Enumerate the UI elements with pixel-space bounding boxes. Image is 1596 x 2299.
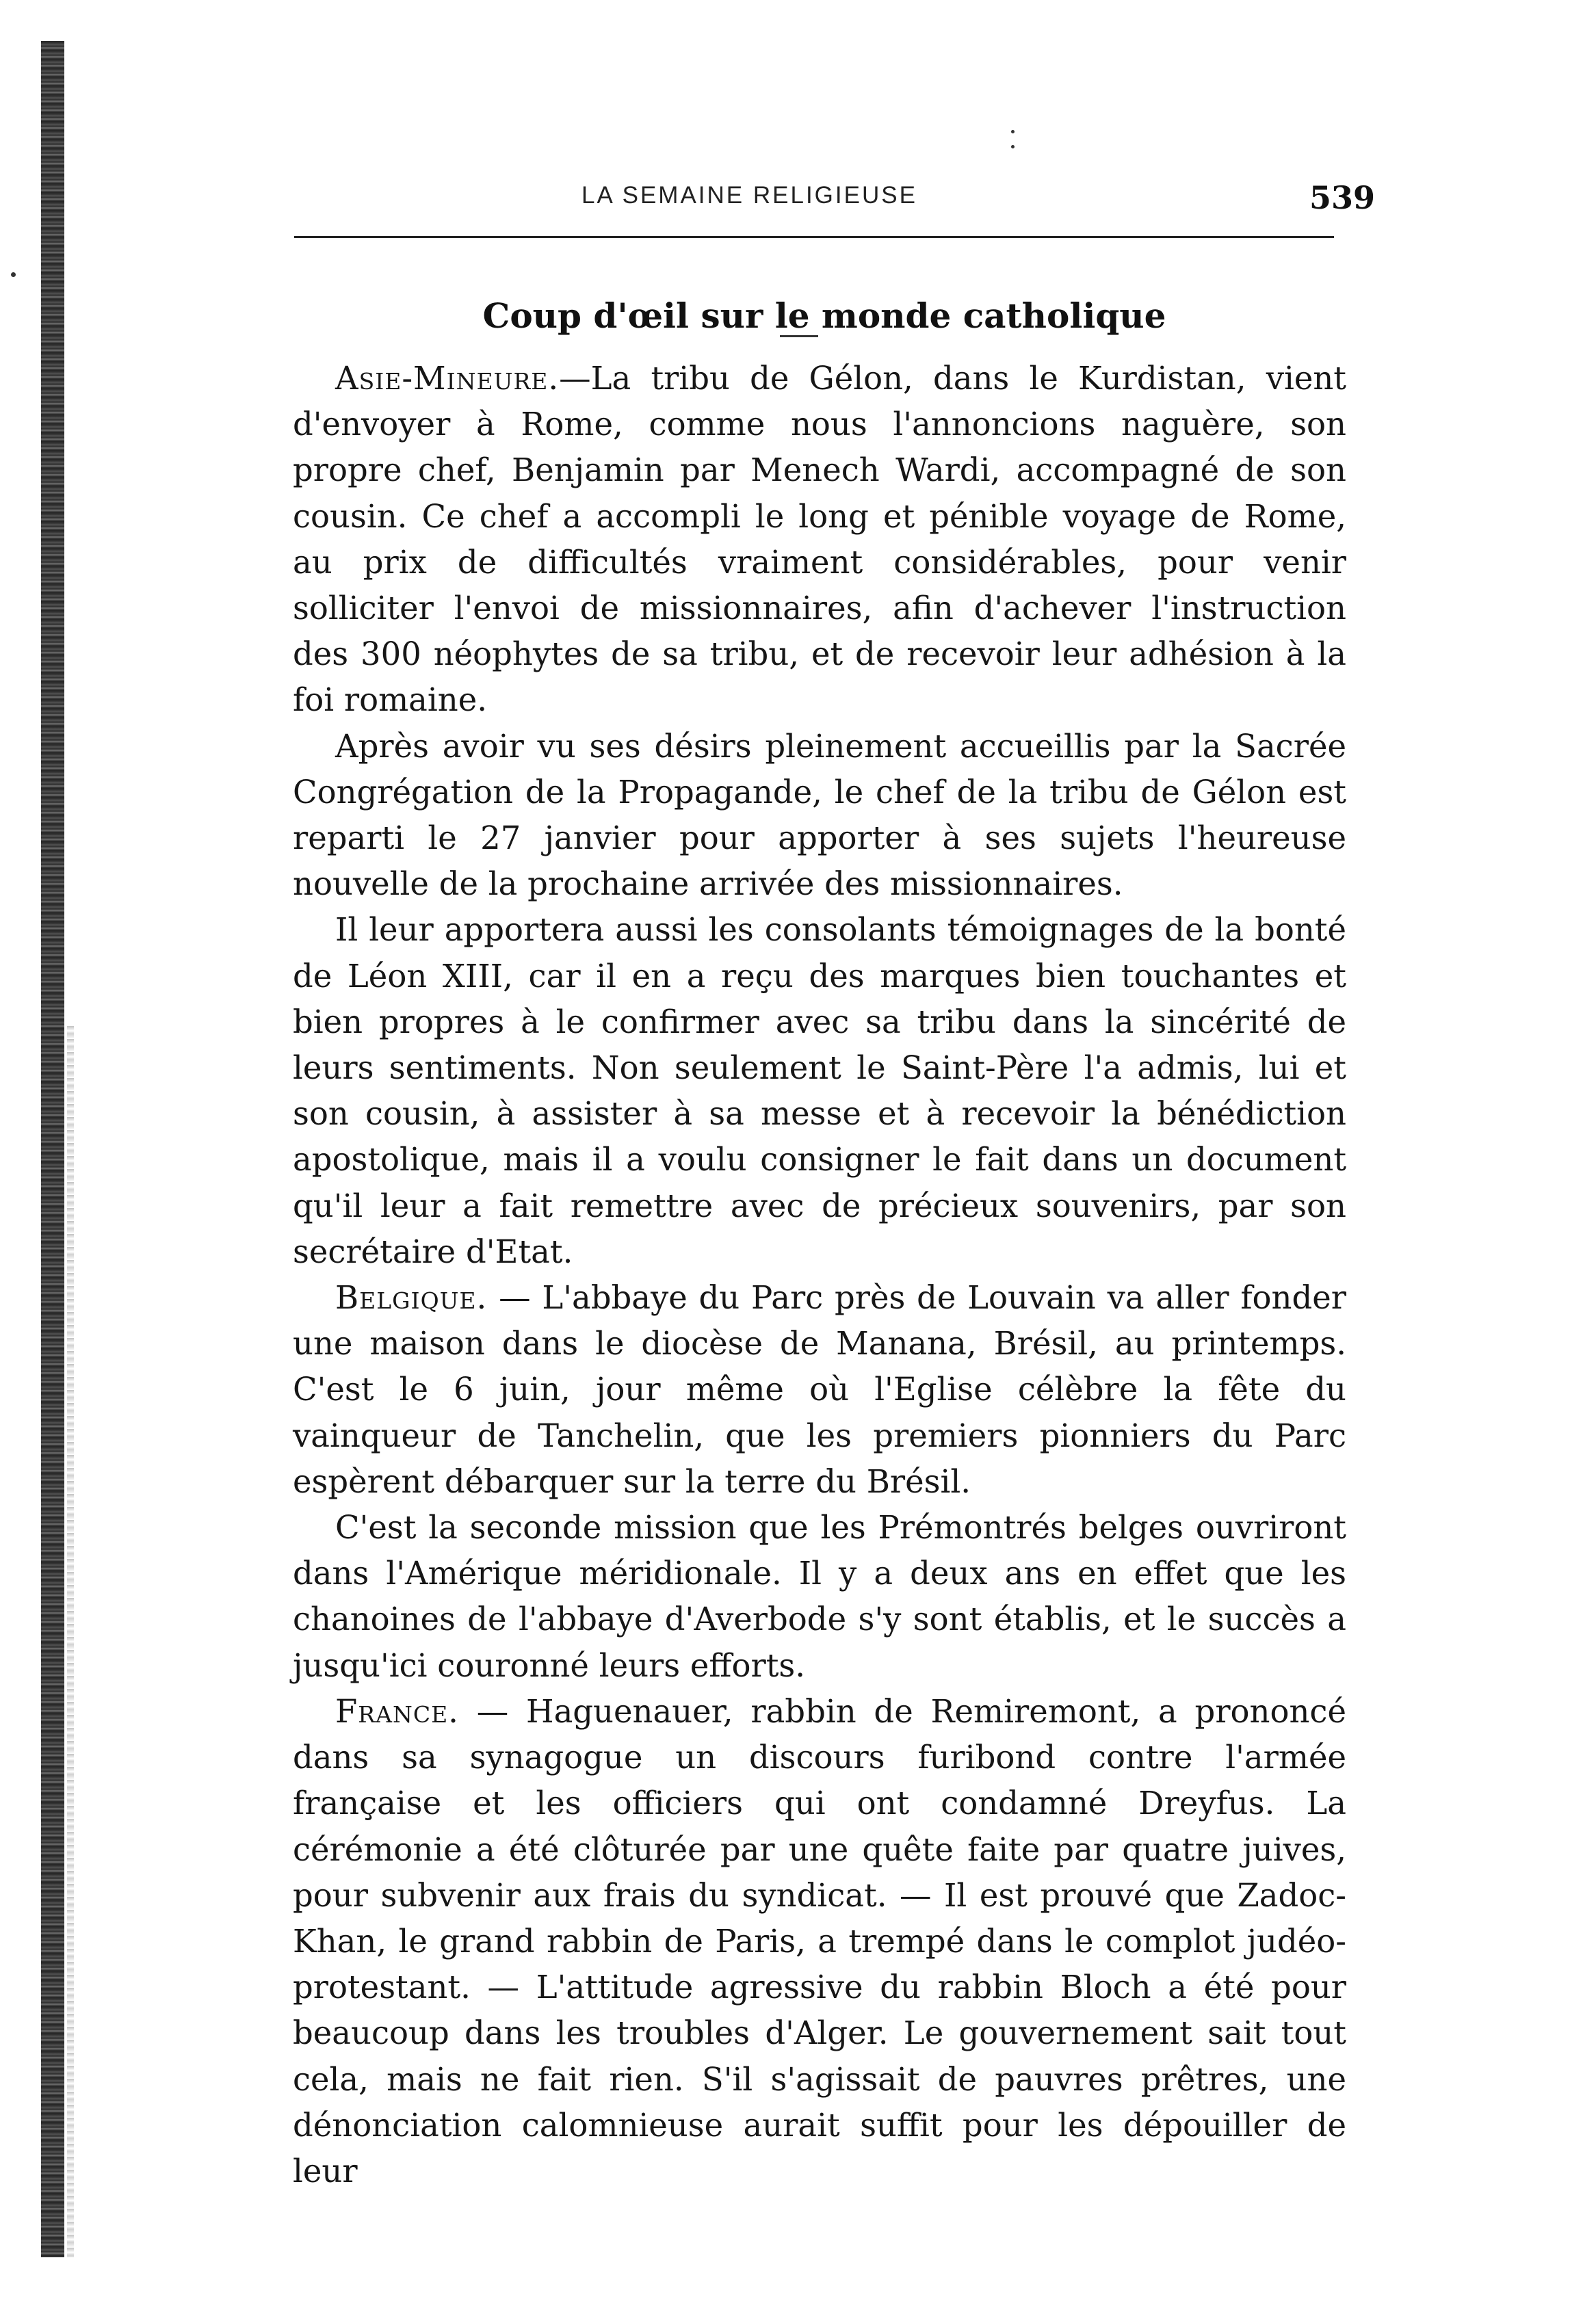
paragraph-text: — L'abbaye du Parc près de Louvain va aller fonder une maison dans le diocèse de Manana, Brésil, au printemps. C'est le 6 juin, jour même où l'Eglise célèbre la fête du vainqueur de Tanchelin, que les premiers pionniers du Parc espèrent débarquer sur la terre du Brésil. [293,1279,1346,1500]
paragraph-text: Il leur apportera aussi les consolants témoignages de la bonté de Léon XIII, car il en a reçu des marques bien touchantes et bien propres à le confirmer avec sa tribu dans la sincérité de leurs sentiments. Non seulement le Saint-Père l'a admis, lui et son cousin, à assister à sa messe et à recevoir la bénédiction apostolique, mais il a voulu consigner le fait dans un document qu'il leur a fait remettre avec de précieux souvenirs, par son secrétaire d'Etat. [293,911,1346,1270]
paragraph-text-block [293,1505,1346,1689]
paragraph-text: —La tribu de Gélon, dans le Kurdistan, vient d'envoyer à Rome, comme nous l'annoncions naguère, son propre chef, Benjamin par Menech Wardi, accompagné de son cousin. Ce chef a accompli le long et pénible voyage de Rome, au prix de difficultés vraiment considérables, pour venir solliciter l'envoi de missionnaires, afin d'achever l'instruction des 300 néophytes de sa tribu, et de recevoir leur adhésion à la foi romaine. [293,360,1346,719]
paragraph-france [293,1689,1346,2194]
paragraph-text-block [293,907,1346,1275]
section-lead-belgique: Belgique. [335,1279,488,1317]
paragraph-text: Après avoir vu ses désirs pleinement accueillis par la Sacrée Congrégation de la Propagande, le chef de la tribu de Gélon est reparti le 27 janvier pour apporter à ses sujets l'heureuse nouvelle de la prochaine arrivée des missionnaires. [293,727,1346,903]
stray-ink-mark [1011,145,1015,148]
binding-shadow [67,1026,74,2257]
paragraph-text: — Haguenauer, rabbin de Remiremont, a prononcé dans sa synagogue un discours furibond contre l'armée française et les officiers qui ont condamné Dreyfus. La cérémonie a été clôturée par une quête faite par quatre juives, pour subvenir aux frais du syndicat. — Il est prouvé que Zadoc-Khan, le grand rabbin de Paris, a trempé dans le complot judéo-protestant. — L'attitude agressive du rabbin Bloch a été pour beaucoup dans les troubles d'Alger. Le gouvernement sait tout cela, mais ne fait rien. S'il s'agissait de pauvres prêtres, une dénonciation calomnieuse aurait suffit pour les dépouiller de leur [293,1692,1346,2190]
paragraph-belgique [293,1275,1346,1505]
paragraph-text: C'est la seconde mission que les Prémontrés belges ouvriront dans l'Amérique méridionale. Il y a deux ans en effet que les chanoines de l'abbaye d'Averbode s'y sont établis, et le succès a jusqu'ici couronné leurs efforts. [293,1509,1346,1684]
page-number: 539 [1309,179,1375,216]
stray-ink-mark [11,272,16,277]
running-title: LA SEMAINE RELIGIEUSE [581,182,917,209]
book-binding-edge [41,41,64,2257]
running-header [294,179,1396,227]
paragraph-text-block [293,724,1346,908]
article-body [293,356,1346,2194]
title-divider [780,335,818,337]
stray-ink-mark [1011,130,1015,133]
section-lead-asie-mineure: Asie-Mineure. [335,360,560,397]
header-rule [294,236,1334,238]
paragraph-asie-mineure [293,356,1346,724]
article-title: Coup d'œil sur le monde catholique [482,295,1166,336]
section-lead-france: France. [335,1692,459,1730]
